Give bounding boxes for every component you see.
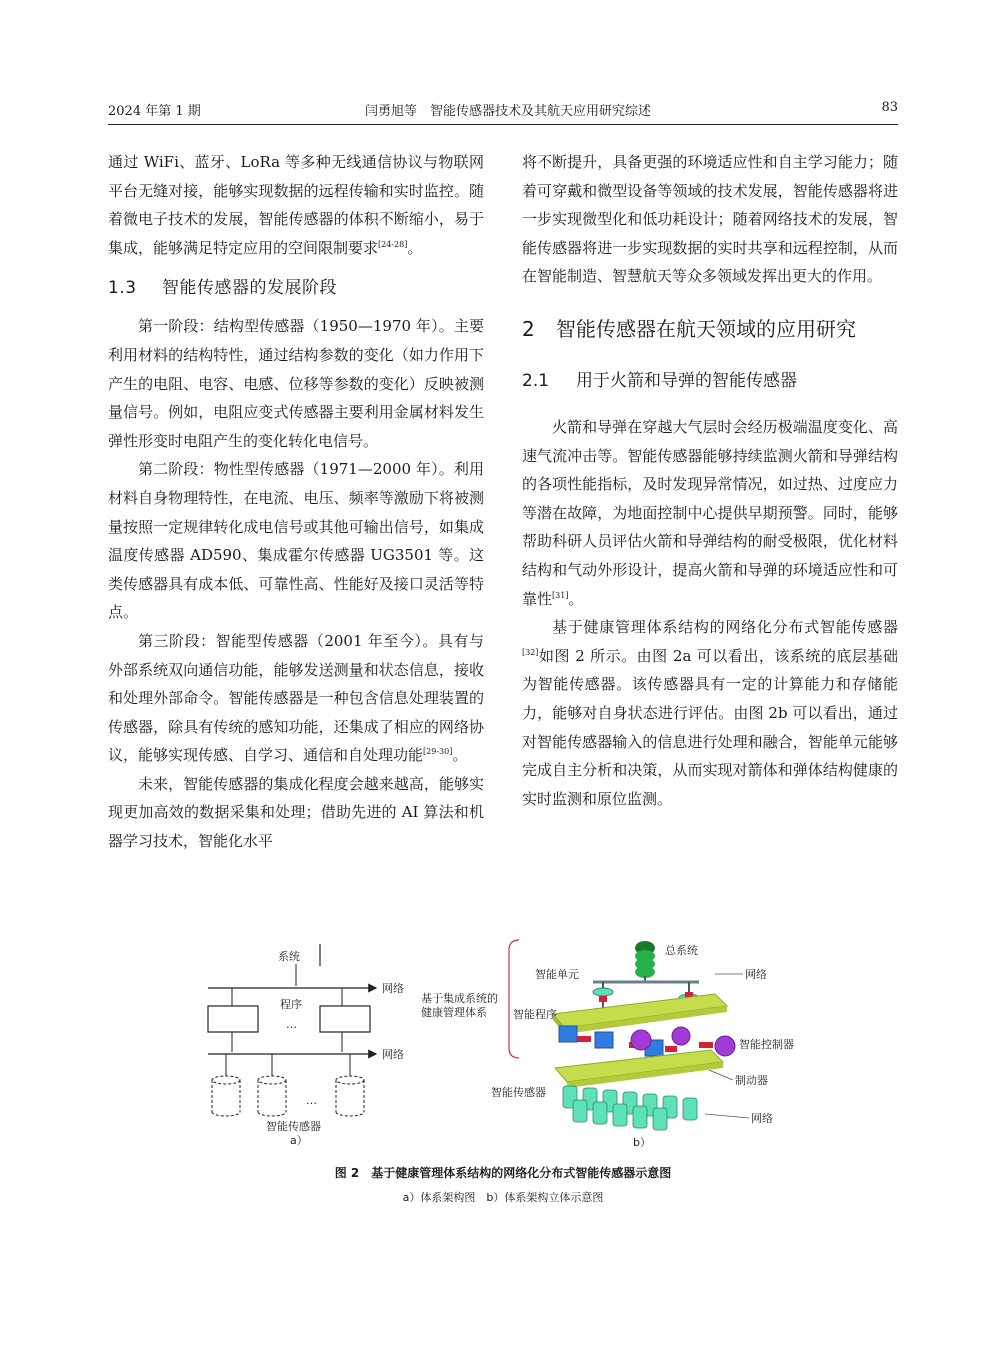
program-box bbox=[208, 1006, 258, 1032]
figure-2b-3d-architecture bbox=[421, 936, 835, 1151]
label-sensor: 智能传感器 bbox=[491, 1086, 546, 1099]
figure-caption: 图 2 基于健康管理体系结构的网络化分布式智能传感器示意图 bbox=[334, 1166, 672, 1180]
label-sensor-dots: … bbox=[306, 1094, 317, 1107]
subfigure-label-a: a） bbox=[290, 1134, 308, 1147]
program-box bbox=[320, 1006, 370, 1032]
label-smart-unit: 智能单元 bbox=[535, 968, 579, 981]
section-heading-2: 2 智能传感器在航天领域的应用研究 bbox=[522, 316, 856, 341]
label-network-bottom: 网络 bbox=[382, 1048, 404, 1061]
label-total-system: 总系统 bbox=[665, 944, 698, 957]
label-brace-2: 健康管理体系 bbox=[421, 1006, 487, 1019]
running-header bbox=[108, 100, 898, 125]
program-cubes bbox=[559, 1026, 677, 1056]
sensor-cylinders bbox=[212, 1054, 364, 1116]
label-network-1: 网络 bbox=[745, 968, 767, 981]
paragraph-stage-2: 第二阶段：物性型传感器（1971—2000 年）。利用材料自身物理特性，在电流、电压、频率等激励下将被测量按照一定规律转化成电信号或其他可输出信号，如集成温度传感器 AD590、集成霍尔传感器 UG3501 等。这类传感器具有成本低、可靠性高、性能好及接口灵活等特点。 bbox=[108, 460, 484, 622]
citation: [29-30] bbox=[423, 747, 453, 757]
label-brace-1: 基于集成系统的 bbox=[421, 992, 498, 1005]
smart-unit-icon bbox=[593, 982, 613, 1008]
section-heading-1-3: 1.3 智能传感器的发展阶段 bbox=[108, 278, 337, 299]
label-system: 系统 bbox=[278, 950, 300, 963]
label-smart-program: 智能程序 bbox=[513, 1008, 557, 1021]
citation: [31] bbox=[552, 590, 569, 600]
paragraph-future: 未来，智能传感器的集成化程度会越来越高，能够实现更加高效的数据采集和处理；借助先进的 AI 算法和机器学习技术，智能化水平 bbox=[108, 774, 484, 851]
paragraph-stage-1: 第一阶段：结构型传感器（1950—1970 年）。主要利用材料的结构特性，通过结构参数的变化（如力作用下产生的电阻、电容、电感、位移等参数的变化）反映被测量信号。例如，电阻应变式传感器主要利用金属材料发生弹性形变时电阻产生的变化转化电信号。 bbox=[108, 317, 484, 450]
citation: [32] bbox=[522, 647, 539, 657]
label-network-2: 网络 bbox=[751, 1112, 773, 1125]
sensor-row bbox=[563, 1086, 697, 1130]
label-sensors: 智能传感器 bbox=[266, 1120, 321, 1133]
label-program: 程序 bbox=[280, 998, 302, 1011]
journal-issue: 2024 年第 1 期 bbox=[108, 104, 201, 119]
label-dots: … bbox=[286, 1018, 297, 1031]
paragraph-wireless: 通过 WiFi、蓝牙、LoRa 等多种无线通信协议与物联网平台无缝对接，能够实现数据的远程传输和实时监控。随着微电子技术的发展，智能传感器的体积不断缩小，易于集成，能够满足特定应用的空间限制要求[24-28]。 bbox=[108, 153, 484, 257]
left-column bbox=[108, 148, 484, 856]
label-smart-controller: 智能控制器 bbox=[739, 1038, 794, 1051]
paragraph-stage-3: 第三阶段：智能型传感器（2001 年至今）。具有与外部系统双向通信功能，能够发送测量和状态信息，接收和处理外部命令。智能传感器是一种包含信息处理装置的传感器，除具有传统的感知功能，还集成了相应的网络协议，能够实现传感、自学习、通信和自处理功能[29-30]。 bbox=[108, 631, 484, 765]
subfigure-label-b: b） bbox=[633, 1136, 651, 1149]
citation: [24-28] bbox=[378, 239, 408, 249]
paragraph-network: 基于健康管理体系结构的网络化分布式智能传感器[32]如图 2 所示。由图 2a 可以看出，该系统的底层基础为智能传感器。该传感器具有一定的计算能力和存储能力，能够对自身状态进行评估。由图 2b 可以看出，通过对智能传感器输入的信息进行处理和融合，智能单元能够完成自主分析和决策，从而实现对箭体和弹体结构健康的实时监测和原位监测。 bbox=[522, 618, 898, 808]
paragraph-continued: 将不断提升，具备更强的环境适应性和自主学习能力；随着可穿戴和微型设备等领域的技术发展，智能传感器将进一步实现微型化和低功耗设计；随着网络技术的发展，智能传感器将进一步实现数据的实时共享和远程控制，从而在智能制造、智慧航天等众多领域发挥出更大的作用。 bbox=[522, 153, 898, 286]
right-column bbox=[522, 148, 898, 813]
section-heading-2-1: 2.1 用于火箭和导弹的智能传感器 bbox=[522, 370, 797, 391]
page-number: 83 bbox=[881, 100, 898, 115]
total-system-icon bbox=[635, 941, 655, 982]
label-network-top: 网络 bbox=[382, 982, 404, 995]
label-actuator: 制动器 bbox=[735, 1074, 768, 1087]
figure-subcaption: a）体系架构图 b）体系架构立体示意图 bbox=[402, 1191, 604, 1204]
paragraph-rocket: 火箭和导弹在穿越大气层时会经历极端温度变化、高速气流冲击等。智能传感器能够持续监测火箭和导弹结构的各项性能指标，及时发现异常情况，如过热、过度应力等潜在故障，为地面控制中心提供早期预警。同时，能够帮助科研人员评估火箭和导弹结构的耐受极限，优化材料结构和气动外形设计，提高火箭和导弹的环境适应性和可靠性[31]。 bbox=[522, 417, 898, 608]
running-title: 闫勇旭等 智能传感器技术及其航天应用研究综述 bbox=[364, 104, 651, 119]
brace bbox=[509, 940, 519, 1058]
figure-2a-architecture-diagram bbox=[200, 936, 510, 1151]
